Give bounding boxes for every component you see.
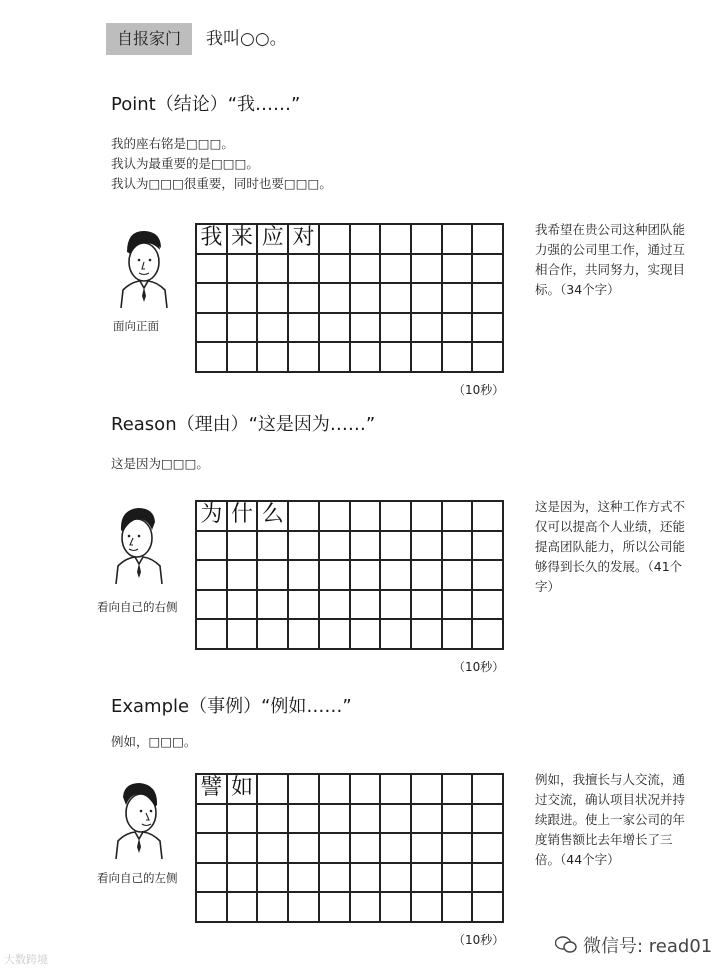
caption-front: 面向正面 xyxy=(113,319,159,333)
grid-cell: 对 xyxy=(289,225,320,255)
point-heading: Point（结论）“我……” xyxy=(111,94,301,115)
watermark-left: 大数跨境 xyxy=(4,953,48,966)
person-looking-left-illustration xyxy=(108,775,168,859)
grid-cell: 什 xyxy=(228,502,259,532)
grid-cell: 么 xyxy=(258,502,289,532)
grid-cell: 来 xyxy=(228,225,259,255)
writing-grid-reason xyxy=(195,500,504,650)
example-heading: Example（事例）“例如……” xyxy=(111,696,352,717)
wechat-id: 微信号: read01 xyxy=(583,936,713,957)
grid-cell: 譬 xyxy=(197,775,228,805)
time-label-point: （10秒） xyxy=(453,383,505,397)
person-facing-front-illustration xyxy=(113,224,173,308)
sample-answer-example: 例如，我擅长与人交流，通过交流，确认项目状况并持续跟进。使上一家公司的年度销售额比去年增长了三倍。（44个字） xyxy=(535,772,686,867)
watermark-right xyxy=(555,932,712,958)
point-line-1: 我的座右铭是□□□。 xyxy=(111,136,234,151)
grid-cell: 如 xyxy=(228,775,259,805)
example-line-1: 例如，□□□。 xyxy=(111,734,197,749)
point-line-2: 我认为最重要的是□□□。 xyxy=(111,156,259,171)
sample-answer-reason: 这是因为，这种工作方式不仅可以提高个人业绩，还能提高团队能力，所以公司能够得到长久的发展。（41个字） xyxy=(535,499,686,594)
grid-cell: 应 xyxy=(258,225,289,255)
grid-cell: 我 xyxy=(197,225,228,255)
reason-heading: Reason（理由）“这是因为……” xyxy=(111,414,376,435)
writing-grid-point xyxy=(195,223,504,373)
sample-answer-point: 我希望在贵公司这种团队能力强的公司里工作，通过互相合作，共同努力，实现目标。（34个字） xyxy=(535,222,686,297)
time-label-reason: （10秒） xyxy=(453,660,505,674)
wechat-icon xyxy=(555,936,577,954)
caption-left: 看向自己的左侧 xyxy=(97,871,178,885)
caption-right: 看向自己的右侧 xyxy=(97,600,178,614)
reason-line-1: 这是因为□□□。 xyxy=(111,456,209,471)
person-looking-right-illustration xyxy=(108,500,168,584)
point-line-3: 我认为□□□很重要，同时也要□□□。 xyxy=(111,176,332,191)
section-tag: 自报家门 xyxy=(106,23,192,55)
writing-grid-example xyxy=(195,773,504,923)
time-label-example: （10秒） xyxy=(453,933,505,947)
grid-cell: 为 xyxy=(197,502,228,532)
intro-text: 我叫○○。 xyxy=(206,29,287,49)
